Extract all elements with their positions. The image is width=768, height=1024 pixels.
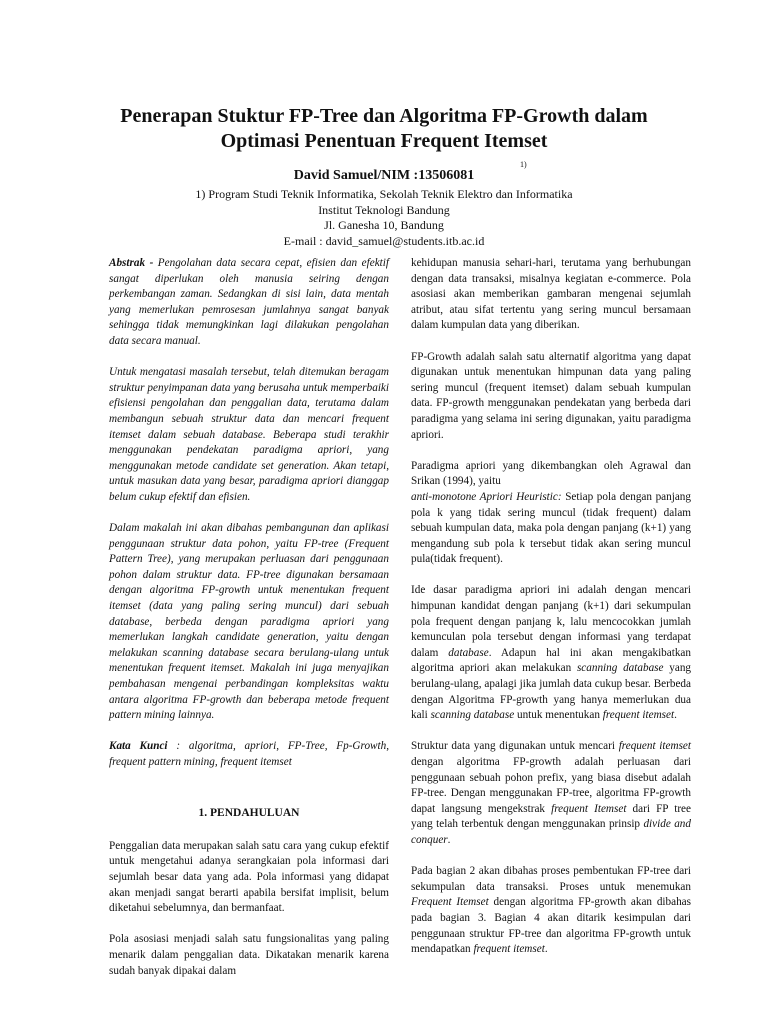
section-heading: 1. PENDAHULUAN	[198, 807, 300, 820]
body-paragraph	[411, 739, 691, 848]
left-column	[109, 256, 389, 995]
italic-term: frequent Itemset	[551, 802, 627, 815]
body-paragraph: Pola asosiasi menjadi salah satu fungsionalitas yang paling menarik dalam penggalian data. Dikatakan menarik karena sudah banyak dipakai dalam	[109, 933, 389, 977]
body-paragraph: FP-Growth adalah salah satu alternatif algoritma yang dapat digunakan untuk menentukan himpunan data yang paling sering muncul (frequent itemset) dalam sebuah kumpulan data. FP-growth menggunakan pendekatan yang berbeda dari paradigma yang selama ini sering digunakan, yaitu paradigma apriori.	[411, 350, 691, 441]
text-run: dengan algoritma FP-growth adalah perluasan dari penggunaan sebuah pohon prefix, yang biasa disebut adalah FP-tree. Dengan menggunakan FP-tree, algoritma FP-growth dapat langsung mengekstrak	[411, 756, 691, 815]
text-run: Pada bagian 2 akan dibahas proses pembentukan FP-tree dari sekumpulan data transaksi. Proses untuk menemukan	[411, 865, 691, 893]
affiliation-line: Jl. Ganesha 10, Bandung	[324, 218, 444, 232]
body-paragraph: Penggalian data merupakan salah satu cara yang cukup efektif untuk mengetahui adanya serangkaian pola informasi dari sejumlah besar data yang ada. Pola informasi yang didapat akan menjadi sangat berarti apabila bersifat implisit, belum diketahui sebelumnya, dan bermanfaat.	[109, 839, 389, 915]
text-run: .	[544, 943, 548, 956]
abstract-paragraph: Untuk mengatasi masalah tersebut, telah ditemukan beragam struktur penyimpanan data yang berusaha untuk memperbaiki efisiensi pengolahan dan penggalian data, terutama dalam membangun sebuah struktur data dan mencari frequent itemset dalam sebuah database. Beberapa studi terakhir menggunakan pendekatan paradigma apriori, yang menggunakan metode candidate set generation. Akan tetapi, untuk masukan data yang besar, paradigma apriori dianggap belum cukup efektif dan efisien.	[109, 366, 389, 503]
body-paragraph	[411, 583, 691, 723]
title-line-1: Penerapan Stuktur FP-Tree dan Algoritma FP-Growth dalam	[120, 105, 648, 127]
italic-term: scanning database	[576, 662, 664, 675]
text-run: untuk menentukan	[514, 709, 603, 722]
italic-term: frequent itemset	[602, 709, 675, 722]
italic-term: scanning database	[430, 709, 515, 722]
text-run: yang berulang-ulang, apalagi jika jumlah data cukup besar. Berbeda dengan Algoritma FP-growth yang hanya memerlukan dua kali	[411, 662, 692, 722]
italic-term: database	[448, 646, 489, 659]
italic-term: anti-monotone Apriori Heuristic:	[411, 490, 562, 503]
affiliation-block	[0, 187, 768, 249]
body-paragraph: kehidupan manusia sehari-hari, terutama yang berhubungan dengan data transaksi, misalnya kegiatan e-commerce. Pola asosiasi akan memberikan gambaran mengenai sejumlah atribut, atau sifat tertentu yang sering muncul bersamaan dalam kumpulan data yang diberikan.	[411, 257, 691, 332]
text-run: Setiap pola dengan panjang pola k yang tidak sering muncul (tidak frequent) dalam sebuah kumpulan data, maka pola dengan panjang (k+1) yang mengandung sub pola k tersebut tidak akan sering muncul pula(tidak frequent).	[411, 490, 691, 566]
italic-term: frequent itemset	[473, 943, 545, 956]
affiliation-email: E-mail : david_samuel@students.itb.ac.id	[283, 233, 485, 248]
author-superscript: 1)	[520, 160, 527, 169]
body-paragraph	[411, 459, 691, 568]
italic-term: Frequent Itemset	[411, 896, 489, 909]
title-line-2: Optimasi Penentuan Frequent Itemset	[220, 130, 548, 152]
text-run: Paradigma apriori yang dikembangkan oleh Agrawal dan Srikan (1994), yaitu	[411, 459, 691, 488]
right-column	[411, 256, 691, 973]
affiliation-line: 1) Program Studi Teknik Informatika, Sekolah Teknik Elektro dan Informatika	[195, 187, 573, 201]
abstract-label: Abstrak -	[109, 257, 154, 269]
text-run: Ide dasar paradigma apriori ini adalah dengan mencari himpunan kandidat dengan panjang (k+1) dari sekumpulan pola frequent dengan panjang k, lalu mencocokkan jumlah kemunculan pola tersebut dengan informasi yang terdapat dalam	[411, 584, 691, 659]
text-run: . Adapun hal ini akan mengakibatkan algoritma apriori akan melakukan	[411, 646, 691, 675]
text-run: dari FP tree yang telah terbentuk dengan menggunakan prinsip	[411, 802, 691, 831]
abstract-paragraph: Dalam makalah ini akan dibahas pembangunan dan aplikasi penggunaan struktur data pohon, yaitu FP-tree (Frequent Pattern Tree), yang merupakan perluasan dari penggunaan pohon dalam struktur data. FP-tree digunakan bersamaan dengan algoritma FP-growth untuk menentukan frequent itemset (data yang paling sering muncul) dari sebuah database, berbeda dengan paradigma apriori yang memerlukan langkah candidate generation, yaitu dengan melakukan scanning database secara berulang-ulang untuk menentukan frequent itemset. Makalah ini juga menyajikan pembahasan mengenai perbandingan kompleksitas waktu antara algoritma FP-growth dan beberapa metode frequent pattern mining lainnya.	[109, 522, 389, 722]
paper-title	[40, 104, 728, 154]
affiliation-line: Institut Teknologi Bandung	[318, 202, 450, 217]
text-run: .	[447, 833, 451, 846]
italic-term: frequent itemset	[618, 740, 691, 753]
text-run: dengan algoritma FP-growth akan dibahas pada bagian 3. Bagian 4 akan ditarik kesimpulan dari penggunaan struktur FP-tree dan algoritma FP-growth untuk mendapatkan	[411, 896, 691, 956]
italic-term: divide and conquer	[411, 818, 691, 846]
keywords-label: Kata Kunci	[109, 740, 168, 753]
keywords	[109, 739, 389, 770]
keywords-text: : algoritma, apriori, FP-Tree, Fp-Growth, frequent pattern mining, frequent itemset	[109, 740, 389, 768]
body-paragraph	[411, 864, 691, 958]
text-run: Struktur data yang digunakan untuk mencari	[411, 740, 619, 753]
author-name: David Samuel/NIM :13506081	[293, 168, 475, 183]
section-spacer	[109, 786, 389, 806]
abstract-paragraph	[109, 256, 389, 350]
abstract-text: Pengolahan data secara cepat, efisien dan efektif sangat diperlukan oleh manusia seiring dengan perkembangan zaman. Sedangkan di sisi lain, data mentah yang memerlukan pemrosesan jumlahnya sangat banyak sehingga tidak memungkinkan lagi dilakukan pengolahan data secara manual.	[109, 257, 389, 347]
text-run: .	[674, 709, 677, 722]
